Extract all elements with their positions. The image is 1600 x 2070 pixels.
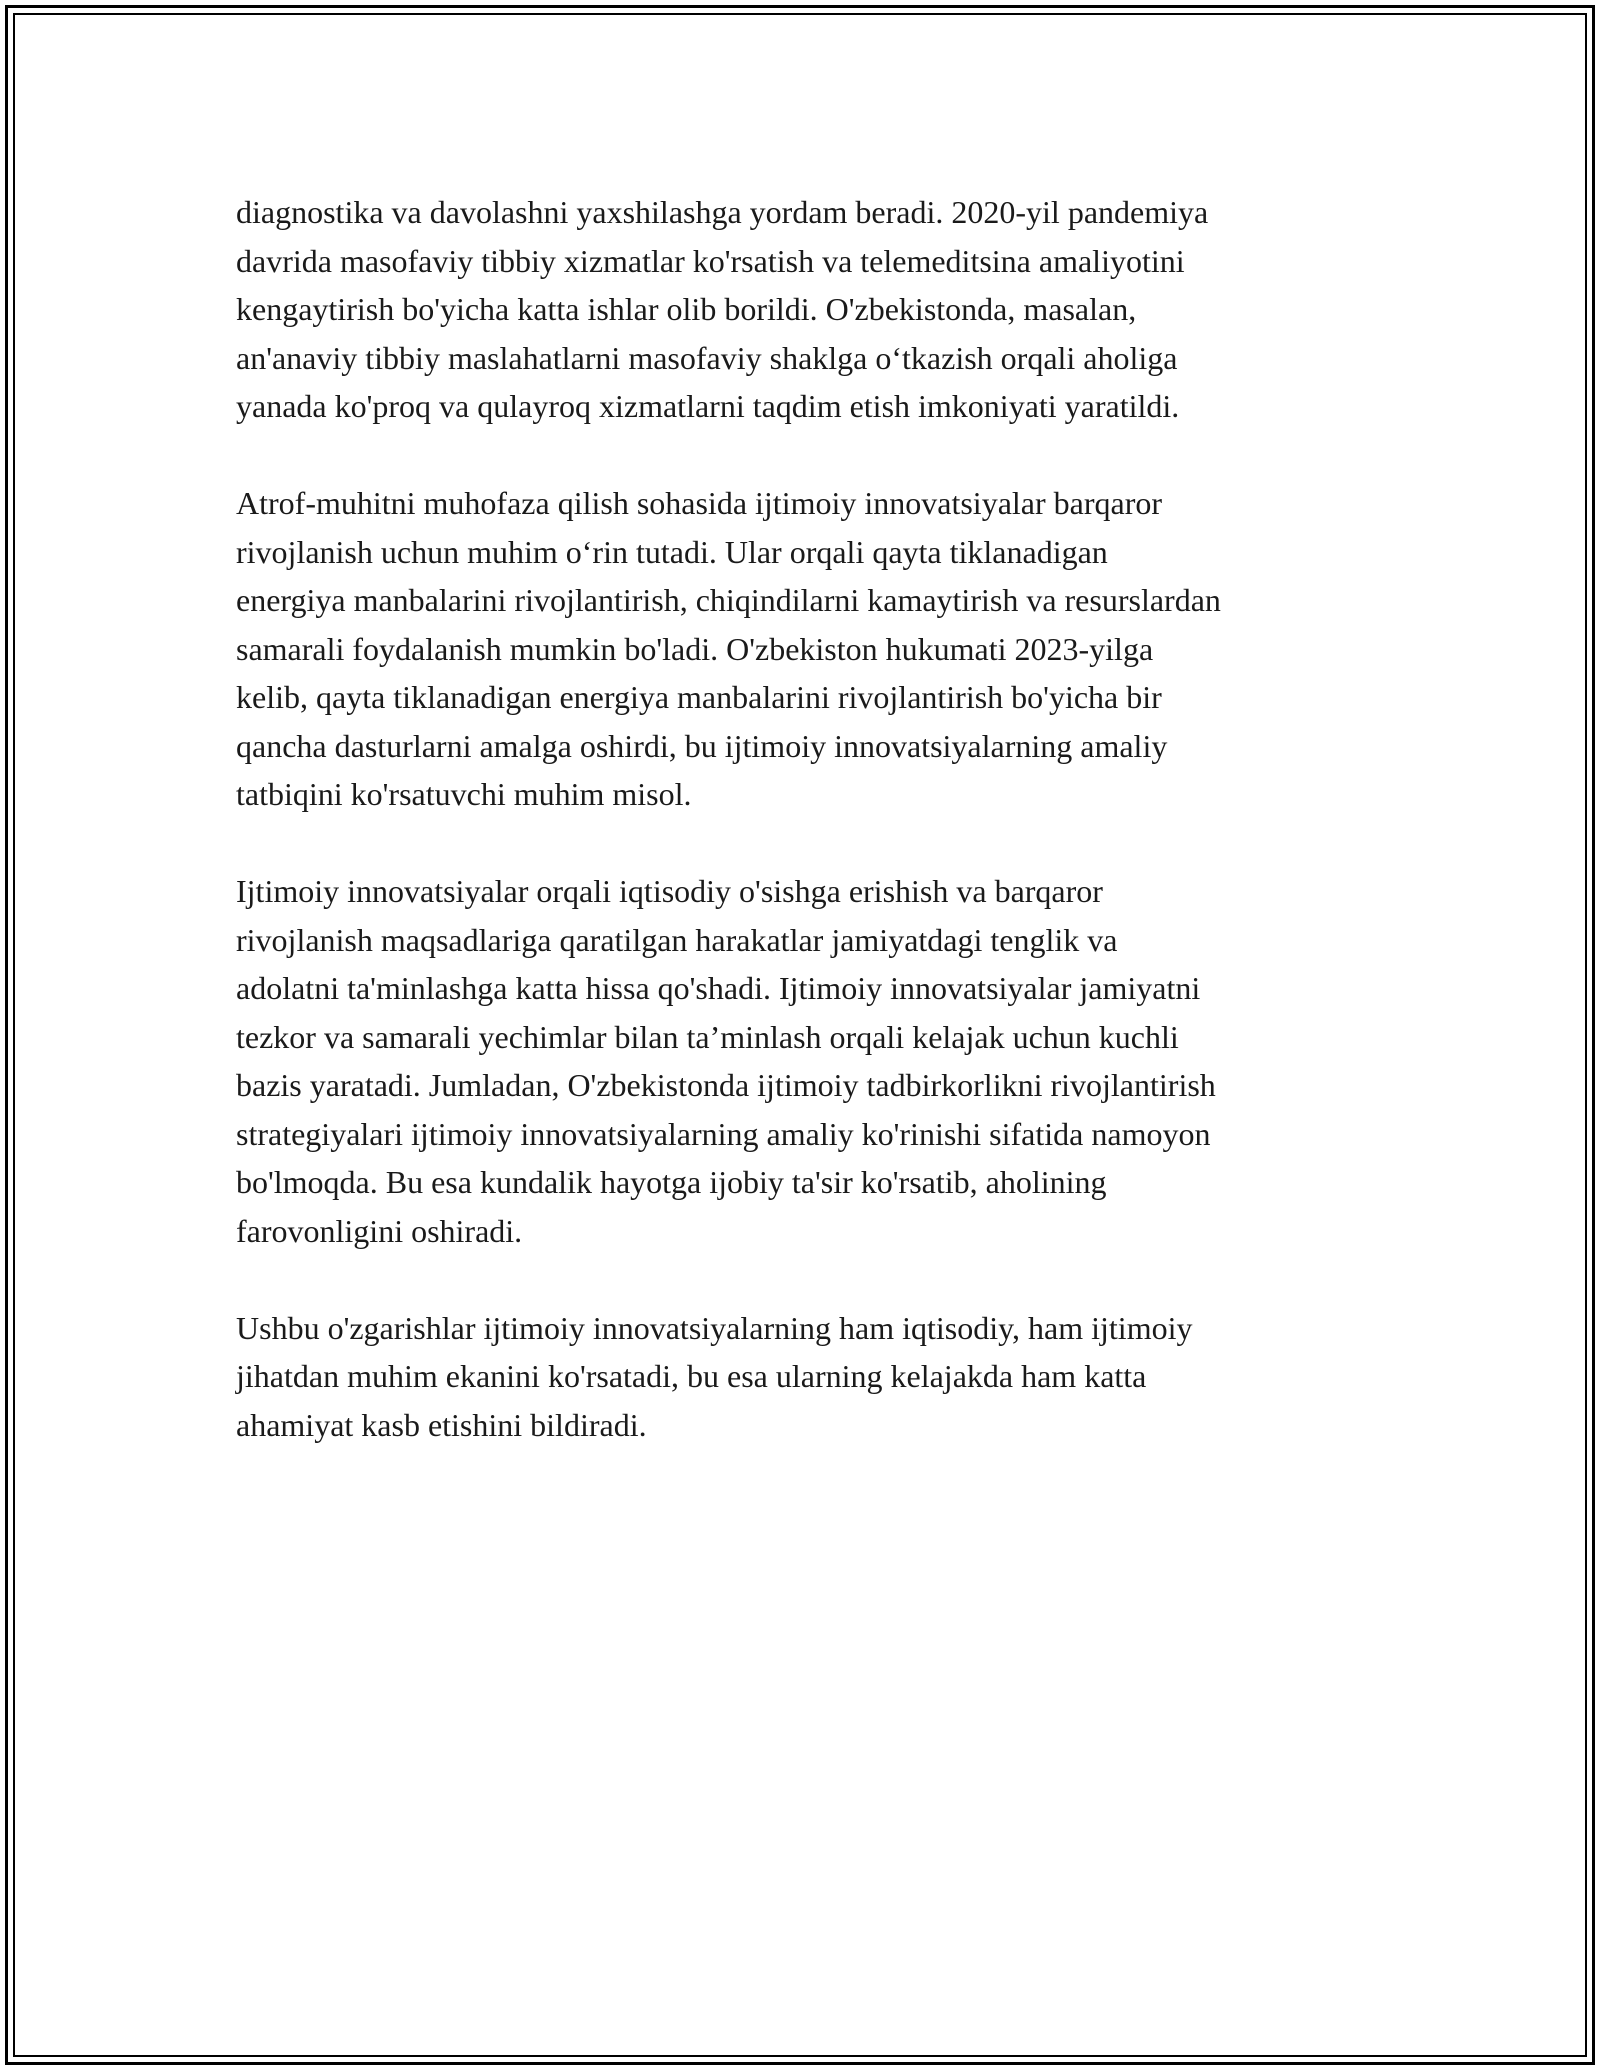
text-line: rivojlanish maqsadlariga qaratilgan harakatlar jamiyatdagi tenglik va	[236, 921, 1118, 958]
paragraph-economic-growth	[236, 867, 1386, 1255]
text-line: qancha dasturlarni amalga oshirdi, bu ijtimoiy innovatsiyalarning amaliy	[236, 727, 1168, 764]
paragraph-conclusion	[236, 1304, 1386, 1450]
text-line: bo'lmoqda. Bu esa kundalik hayotga ijobiy ta'sir ko'rsatib, aholining	[236, 1164, 1107, 1200]
text-line: rivojlanish uchun muhim o‘rin tutadi. Ular orqali qayta tiklanadigan	[236, 533, 1108, 570]
document-body	[236, 188, 1386, 1498]
paragraph-environment	[236, 479, 1386, 819]
text-line: kengaytirish bo'yicha katta ishlar olib borildi. O'zbekistonda, masalan,	[236, 291, 1137, 327]
text-line: tatbiqini ko'rsatuvchi muhim misol.	[236, 776, 692, 812]
text-line: bazis yaratadi. Jumladan, O'zbekistonda ijtimoiy tadbirkorlikni rivojlantirish	[236, 1067, 1216, 1103]
text-line: an'anaviy tibbiy maslahatlarni masofaviy shaklga o‘tkazish orqali aholiga	[236, 339, 1178, 376]
text-line: kelib, qayta tiklanadigan energiya manbalarini rivojlantirish bo'yicha bir	[236, 679, 1162, 715]
text-line: davrida masofaviy tibbiy xizmatlar ko'rsatish va telemeditsina amaliyotini	[236, 242, 1185, 279]
text-line: Ijtimoiy innovatsiyalar orqali iqtisodiy o'sishga erishish va barqaror	[236, 873, 1103, 909]
text-line: adolatni ta'minlashga katta hissa qo'shadi. Ijtimoiy innovatsiyalar jamiyatni	[236, 970, 1201, 1006]
paragraph-telemedicine	[236, 188, 1386, 431]
text-line: tezkor va samarali yechimlar bilan ta’minlash orqali kelajak uchun kuchli	[236, 1018, 1179, 1055]
text-line: Atrof-muhitni muhofaza qilish sohasida ijtimoiy innovatsiyalar barqaror	[236, 485, 1163, 521]
text-line: Ushbu o'zgarishlar ijtimoiy innovatsiyalarning ham iqtisodiy, ham ijtimoiy	[236, 1309, 1193, 1346]
text-line: energiya manbalarini rivojlantirish, chiqindilarni kamaytirish va resurslardan	[236, 582, 1221, 618]
text-line: yanada ko'proq va qulayroq xizmatlarni taqdim etish imkoniyati yaratildi.	[236, 388, 1180, 424]
text-line: strategiyalari ijtimoiy innovatsiyalarning amaliy ko'rinishi sifatida namoyon	[236, 1115, 1211, 1152]
text-line: farovonligini oshiradi.	[236, 1212, 523, 1249]
text-line: jihatdan muhim ekanini ko'rsatadi, bu esa ularning kelajakda ham katta	[236, 1358, 1147, 1394]
text-line: ahamiyat kasb etishini bildiradi.	[236, 1406, 647, 1443]
text-line: diagnostika va davolashni yaxshilashga yordam beradi. 2020-yil pandemiya	[236, 194, 1209, 230]
text-line: samarali foydalanish mumkin bo'ladi. O'zbekiston hukumati 2023-yilga	[236, 630, 1154, 667]
